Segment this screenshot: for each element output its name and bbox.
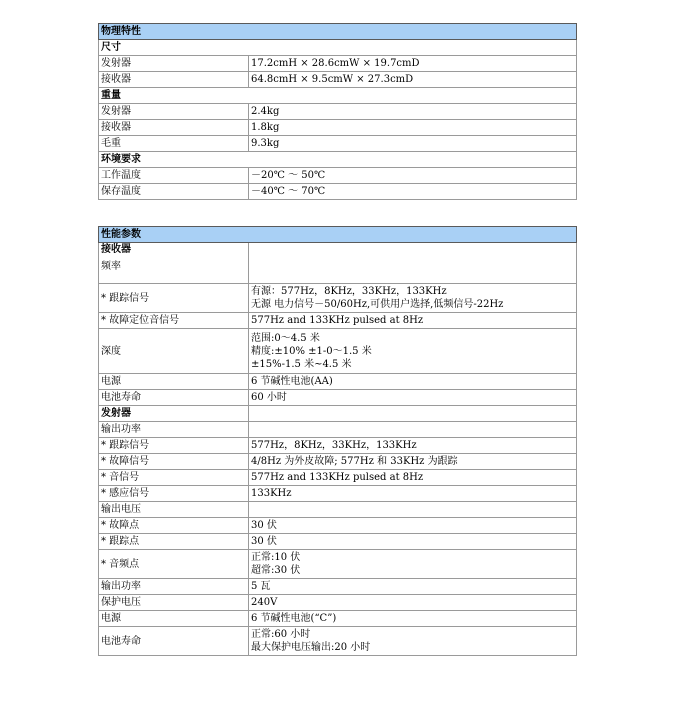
row-label: 毛重 bbox=[99, 136, 249, 152]
row-label: 电源 bbox=[99, 374, 249, 390]
table-header-row bbox=[99, 227, 577, 243]
row-label: * 跟踪信号 bbox=[99, 284, 249, 313]
table-row bbox=[99, 120, 577, 136]
value-line: 有源：577Hz，8KHz，33KHz，133KHz bbox=[251, 286, 447, 297]
row-value: 5 瓦 bbox=[249, 579, 577, 595]
value-line: 精度:±10% ±1-0～1.5 米 bbox=[251, 345, 372, 357]
performance-title: 性能参数 bbox=[99, 227, 577, 243]
table-row bbox=[99, 550, 577, 579]
section-row bbox=[99, 88, 577, 104]
row-value bbox=[249, 422, 577, 438]
table-row bbox=[99, 422, 577, 438]
row-label: 电源 bbox=[99, 611, 249, 627]
value-line: 范围:0～4.5 米 bbox=[251, 332, 320, 344]
row-value: 577Hz，8KHz，33KHz，133KHz bbox=[249, 438, 577, 454]
value-line: 正常:60 小时 bbox=[251, 629, 311, 640]
physical-properties-table bbox=[98, 23, 577, 200]
table-row bbox=[99, 72, 577, 88]
size-heading: 尺寸 bbox=[99, 40, 577, 56]
table-row bbox=[99, 454, 577, 470]
row-value bbox=[249, 627, 577, 656]
row-label: 工作温度 bbox=[99, 168, 249, 184]
value-line: ±15%-1.5 米~4.5 米 bbox=[251, 358, 352, 370]
table-row bbox=[99, 518, 577, 534]
row-value: 6 节碱性电池(“C”) bbox=[249, 611, 577, 627]
value-line: 正常:10 伏 bbox=[251, 552, 301, 563]
row-label: 接收器 bbox=[99, 120, 249, 136]
weight-heading: 重量 bbox=[99, 88, 577, 104]
receiver-cell bbox=[99, 243, 249, 284]
table-row bbox=[99, 313, 577, 329]
row-label: * 音信号 bbox=[99, 470, 249, 486]
row-label: 输出功率 bbox=[99, 422, 249, 438]
row-value: －20℃ ～ 50℃ bbox=[249, 168, 577, 184]
row-label: 发射器 bbox=[99, 104, 249, 120]
table-row bbox=[99, 168, 577, 184]
table-row bbox=[99, 502, 577, 518]
receiver-heading: 接收器 bbox=[101, 244, 131, 255]
row-value bbox=[249, 329, 577, 374]
physical-title: 物理特性 bbox=[99, 24, 577, 40]
row-label: 电池寿命 bbox=[99, 627, 249, 656]
row-value: 9.3kg bbox=[249, 136, 577, 152]
table-header-row bbox=[99, 24, 577, 40]
row-label: * 跟踪点 bbox=[99, 534, 249, 550]
table-row bbox=[99, 470, 577, 486]
table-row bbox=[99, 486, 577, 502]
table-row bbox=[99, 534, 577, 550]
row-label: 电池寿命 bbox=[99, 390, 249, 406]
row-label: 接收器 bbox=[99, 72, 249, 88]
section-row bbox=[99, 40, 577, 56]
table-row bbox=[99, 390, 577, 406]
table-row bbox=[99, 184, 577, 200]
row-value bbox=[249, 502, 577, 518]
table-row bbox=[99, 627, 577, 656]
table-row bbox=[99, 329, 577, 374]
table-row bbox=[99, 611, 577, 627]
section-row bbox=[99, 152, 577, 168]
row-label: 发射器 bbox=[99, 56, 249, 72]
row-label: 保存温度 bbox=[99, 184, 249, 200]
table-row bbox=[99, 136, 577, 152]
table-row bbox=[99, 579, 577, 595]
freq-label: 频率 bbox=[101, 261, 121, 272]
row-label: * 故障信号 bbox=[99, 454, 249, 470]
row-value bbox=[249, 406, 577, 422]
row-label: * 故障定位音信号 bbox=[99, 313, 249, 329]
row-label: * 音频点 bbox=[99, 550, 249, 579]
table-row bbox=[99, 104, 577, 120]
row-value: 240V bbox=[249, 595, 577, 611]
value-line: 最大保护电压输出:20 小时 bbox=[251, 642, 371, 653]
row-value bbox=[249, 243, 577, 284]
value-line: 超常:30 伏 bbox=[251, 565, 301, 576]
table-row bbox=[99, 438, 577, 454]
row-value: 577Hz and 133KHz pulsed at 8Hz bbox=[249, 470, 577, 486]
table-row bbox=[99, 56, 577, 72]
row-value: 133KHz bbox=[249, 486, 577, 502]
row-value: 64.8cmH × 9.5cmW × 27.3cmD bbox=[249, 72, 577, 88]
row-value: 2.4kg bbox=[249, 104, 577, 120]
table-row bbox=[99, 374, 577, 390]
row-value: 17.2cmH × 28.6cmW × 19.7cmD bbox=[249, 56, 577, 72]
row-value: 60 小时 bbox=[249, 390, 577, 406]
transmitter-heading: 发射器 bbox=[99, 406, 249, 422]
row-label: 输出功率 bbox=[99, 579, 249, 595]
row-value bbox=[249, 550, 577, 579]
row-label: 输出电压 bbox=[99, 502, 249, 518]
row-value: 30 伏 bbox=[249, 534, 577, 550]
row-value: 577Hz and 133KHz pulsed at 8Hz bbox=[249, 313, 577, 329]
row-value: －40℃ ～ 70℃ bbox=[249, 184, 577, 200]
row-label: 深度 bbox=[99, 329, 249, 374]
row-value: 1.8kg bbox=[249, 120, 577, 136]
row-label: 保护电压 bbox=[99, 595, 249, 611]
performance-table bbox=[98, 226, 577, 656]
row-label: * 故障点 bbox=[99, 518, 249, 534]
value-line: 无源 电力信号－50/60Hz,可供用户选择,低频信号-22Hz bbox=[251, 299, 504, 310]
table-row bbox=[99, 595, 577, 611]
env-heading: 环境要求 bbox=[99, 152, 577, 168]
row-value: 30 伏 bbox=[249, 518, 577, 534]
row-label: * 感应信号 bbox=[99, 486, 249, 502]
table-row bbox=[99, 284, 577, 313]
row-value bbox=[249, 284, 577, 313]
row-value: 4/8Hz 为外皮故障; 577Hz 和 33KHz 为跟踪 bbox=[249, 454, 577, 470]
section-row bbox=[99, 406, 577, 422]
table-row bbox=[99, 243, 577, 284]
row-value: 6 节碱性电池(AA) bbox=[249, 374, 577, 390]
row-label: * 跟踪信号 bbox=[99, 438, 249, 454]
